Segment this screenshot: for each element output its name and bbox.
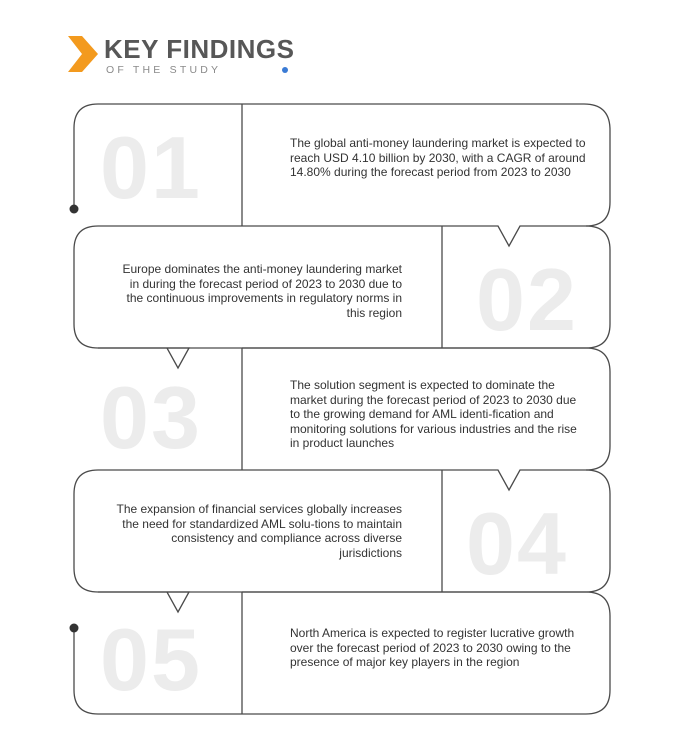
finding-text: North America is expected to register lucrative growth over the forecast period of 2023 to 2030 owing to the presence of major key players in the region: [290, 626, 575, 669]
finding-number: 05: [100, 610, 202, 709]
page-title: KEY FINDINGS: [104, 34, 295, 64]
finding-text: The global anti-money laundering market is expected to reach USD 4.10 billion by 2030, with a CAGR of around 14.80% during the forecast period from 2023 to 2030: [290, 136, 586, 179]
finding-text: Europe dominates the anti-money laundering market in during the forecast period of 2023 to 2030 due to the continuous improvements in regulatory norms in this region: [122, 262, 402, 320]
finding-number: 04: [466, 494, 568, 593]
finding-number: 01: [100, 118, 202, 217]
finding-number: 03: [100, 368, 202, 467]
flow-end-dot-icon: [70, 624, 79, 633]
finding-text: The solution segment is expected to dominate the market during the forecast period of 2023 to 2030 due to the growing demand for AML identi-fication and monitoring solutions for various industries and the rise in product launches: [290, 378, 577, 450]
flow-start-dot-icon: [70, 205, 79, 214]
finding-number: 02: [476, 250, 578, 349]
page-subtitle: OF THE STUDY: [106, 64, 222, 76]
finding-text: The expansion of financial services globally increases the need for standardized AML solu-tions to maintain consistency and compliance across diverse jurisdictions: [116, 502, 402, 560]
